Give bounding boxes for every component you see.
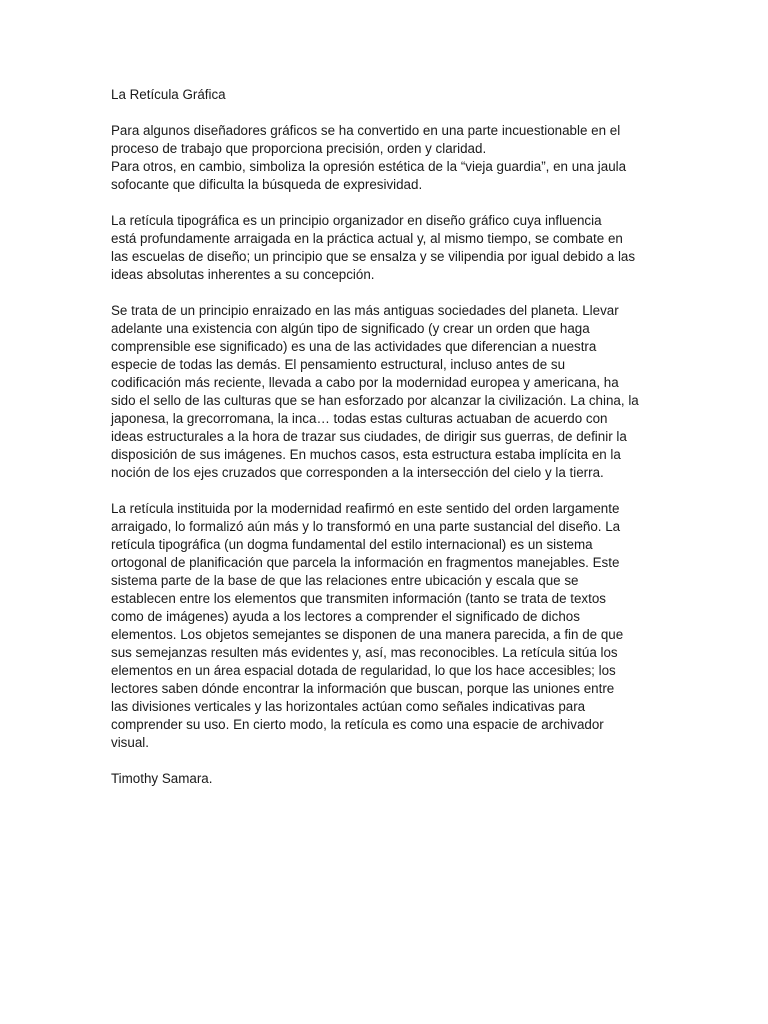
paragraph-line: arraigado, lo formalizó aún más y lo transformó en una parte sustancial del diseño. La bbox=[111, 519, 621, 534]
paragraph-line: disposición de sus imágenes. En muchos casos, esta estructura estaba implícita en la bbox=[111, 447, 621, 462]
paragraph-line: Para algunos diseñadores gráficos se ha convertido en una parte incuestionable en el bbox=[111, 123, 621, 138]
paragraph-line: las escuelas de diseño; un principio que se ensalza y se vilipendia por igual debido a las bbox=[111, 249, 636, 264]
paragraph-line: ideas estructurales a la hora de trazar sus ciudades, de dirigir sus guerras, de definir la bbox=[111, 429, 627, 444]
paragraph-line: ortogonal de planificación que parcela la información en fragmentos manejables. Este bbox=[111, 555, 620, 570]
paragraph-line: adelante una existencia con algún tipo de significado (y crear un orden que haga bbox=[111, 321, 590, 336]
paragraph-line: ideas absolutas inherentes a su concepción. bbox=[111, 267, 375, 282]
paragraph-line: La retícula tipográfica es un principio organizador en diseño gráfico cuya influencia bbox=[111, 213, 602, 228]
paragraph-line: sofocante que dificulta la búsqueda de expresividad. bbox=[111, 177, 423, 192]
paragraph-gap bbox=[111, 194, 671, 212]
paragraph-line: codificación más reciente, llevada a cabo por la modernidad europea y americana, ha bbox=[111, 375, 619, 390]
paragraph-gap bbox=[111, 482, 671, 500]
paragraph-line: sistema parte de la base de que las relaciones entre ubicación y escala que se bbox=[111, 573, 579, 588]
paragraph-line: Para otros, en cambio, simboliza la opresión estética de la “vieja guardia”, en una jaula bbox=[111, 159, 627, 174]
paragraph-line: retícula tipográfica (un dogma fundamental del estilo internacional) es un sistema bbox=[111, 537, 593, 552]
author-signature: Timothy Samara. bbox=[111, 771, 213, 786]
paragraph-line: noción de los ejes cruzados que corresponden a la intersección del cielo y la tierra. bbox=[111, 465, 604, 480]
paragraph-line: establecen entre los elementos que transmiten información (tanto se trata de textos bbox=[111, 591, 606, 606]
paragraph-line: proceso de trabajo que proporciona precisión, orden y claridad. bbox=[111, 141, 487, 156]
paragraph-1 bbox=[111, 122, 671, 194]
paragraph-line: La retícula instituida por la modernidad reafirmó en este sentido del orden largamente bbox=[111, 501, 620, 516]
document-body bbox=[111, 86, 671, 788]
paragraph-line: las divisiones verticales y las horizontales actúan como señales indicativas para bbox=[111, 699, 586, 714]
paragraph-line: Se trata de un principio enraizado en las más antiguas sociedades del planeta. Llevar bbox=[111, 303, 619, 318]
paragraph-4 bbox=[111, 500, 671, 752]
paragraph-line: elementos en un área espacial dotada de regularidad, lo que los hace accesibles; los bbox=[111, 663, 616, 678]
paragraph-gap bbox=[111, 104, 671, 122]
paragraph-line: comprensible ese significado) es una de las actividades que diferencian a nuestra bbox=[111, 339, 597, 354]
paragraph-line: sido el sello de las culturas que se han esforzado por alcanzar la civilización. La china, la bbox=[111, 393, 639, 408]
paragraph-line: elementos. Los objetos semejantes se disponen de una manera parecida, a fin de que bbox=[111, 627, 624, 642]
paragraph-gap bbox=[111, 284, 671, 302]
paragraph-line: especie de todas las demás. El pensamiento estructural, incluso antes de su bbox=[111, 357, 566, 372]
paragraph-line: comprender su uso. En cierto modo, la retícula es como una espacie de archivador bbox=[111, 717, 604, 732]
paragraph-line: japonesa, la grecorromana, la inca… todas estas culturas actuaban de acuerdo con bbox=[111, 411, 608, 426]
paragraph-3 bbox=[111, 302, 671, 482]
paragraph-line: como de imágenes) ayuda a los lectores a comprender el significado de dichos bbox=[111, 609, 580, 624]
paragraph-line: lectores saben dónde encontrar la información que buscan, porque las uniones entre bbox=[111, 681, 615, 696]
paragraph-line: sus semejanzas resulten más evidentes y, así, mas reconocibles. La retícula sitúa los bbox=[111, 645, 618, 660]
document-title: La Retícula Gráfica bbox=[111, 87, 226, 102]
paragraph-line: está profundamente arraigada en la práctica actual y, al mismo tiempo, se combate en bbox=[111, 231, 623, 246]
paragraph-2 bbox=[111, 212, 671, 284]
paragraph-line: visual. bbox=[111, 735, 149, 750]
paragraph-gap bbox=[111, 752, 671, 770]
